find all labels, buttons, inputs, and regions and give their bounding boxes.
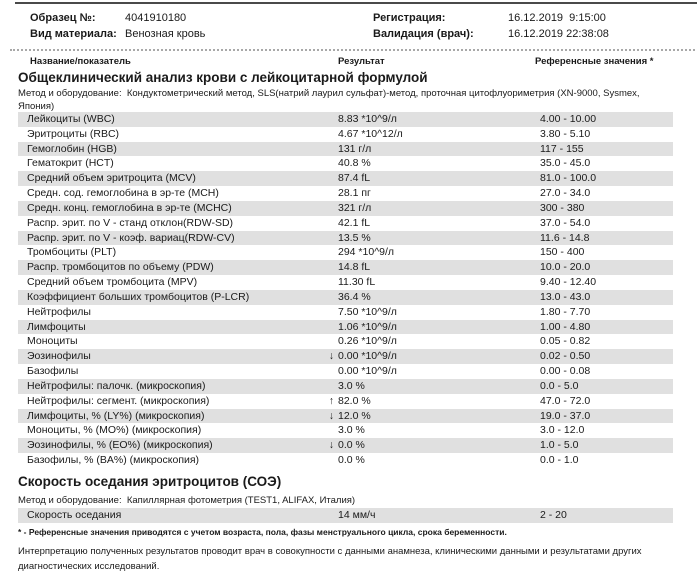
table-row: [18, 127, 673, 142]
parameter-name: Базофилы: [27, 365, 79, 378]
result-value: 321 г/л: [338, 201, 372, 214]
parameter-name: Гематокрит (HCT): [27, 157, 114, 170]
table-row: [18, 305, 673, 320]
validation-value: 16.12.2019 22:38:08: [508, 28, 609, 40]
reference-range: 13.0 - 43.0: [540, 290, 591, 303]
material-type-label: Вид материала:: [30, 28, 117, 40]
reference-range: 0.02 - 0.50: [540, 350, 591, 363]
result-value: 294 *10^9/л: [338, 246, 395, 259]
section-method-cbc: Метод и оборудование: Кондуктометрический метод, SLS(натрий лаурил сульфат)-метод, проточная цитофлуориметрия (XN-9000, Sysmex, Япония): [18, 88, 643, 112]
abnormal-flag-arrow: ↓: [328, 409, 334, 422]
top-divider: [15, 2, 697, 4]
parameter-name: Лимфоциты: [27, 320, 86, 333]
abnormal-flag-arrow: ↑: [328, 394, 334, 407]
result-value: 3.0 %: [338, 379, 365, 392]
reference-range: 9.40 - 12.40: [540, 276, 597, 289]
parameter-name: Распр. эрит. по V - коэф. вариац(RDW-CV): [27, 231, 235, 244]
parameter-name: Средний объем эритроцита (MCV): [27, 172, 196, 185]
table-row: [18, 142, 673, 157]
result-value: 4.67 *10^12/л: [338, 127, 403, 140]
result-value: 36.4 %: [338, 290, 371, 303]
result-value: 14.8 fL: [338, 261, 371, 274]
table-row: [18, 320, 673, 335]
table-row: [18, 156, 673, 171]
reference-range: 3.80 - 5.10: [540, 127, 591, 140]
esr-results-table: [18, 508, 673, 523]
registration-value: 16.12.2019 9:15:00: [508, 12, 606, 24]
result-value: 1.06 *10^9/л: [338, 320, 397, 333]
section-title-cbc: Общеклинический анализ крови с лейкоцитарной формулой: [18, 70, 428, 85]
table-row: [18, 201, 673, 216]
table-row: [18, 245, 673, 260]
table-row: [18, 508, 673, 523]
table-row: [18, 334, 673, 349]
result-value: 14 мм/ч: [338, 509, 376, 521]
table-row: [18, 231, 673, 246]
abnormal-flag-arrow: ↓: [328, 439, 334, 452]
parameter-name: Эозинофилы, % (EO%) (микроскопия): [27, 439, 213, 452]
reference-range: 0.0 - 1.0: [540, 454, 579, 467]
parameter-name: Средн. конц. гемоглобина в эр-те (MCHC): [27, 201, 232, 214]
table-row: [18, 186, 673, 201]
reference-range: 1.00 - 4.80: [540, 320, 591, 333]
column-header-reference: Референсные значения *: [535, 56, 654, 67]
result-value: 7.50 *10^9/л: [338, 305, 397, 318]
parameter-name: Тромбоциты (PLT): [27, 246, 117, 259]
dotted-divider: [10, 49, 695, 51]
parameter-name: Лимфоциты, % (LY%) (микроскопия): [27, 409, 205, 422]
table-row: [18, 409, 673, 424]
parameter-name: Средний объем тромбоцита (MPV): [27, 276, 198, 289]
result-value: 28.1 пг: [338, 187, 371, 200]
reference-range: 4.00 - 10.00: [540, 113, 597, 125]
reference-range: 37.0 - 54.0: [540, 216, 591, 229]
result-value: 0.00 *10^9/л: [338, 350, 397, 363]
sample-number-value: 4041910180: [125, 12, 187, 24]
result-value: 0.26 *10^9/л: [338, 335, 397, 348]
parameter-name: Коэффициент больших тромбоцитов (P-LCR): [27, 290, 250, 303]
column-header-name: Название/показатель: [30, 56, 131, 67]
parameter-name: Базофилы, % (BA%) (микроскопия): [27, 454, 200, 467]
table-row: [18, 379, 673, 394]
table-row: [18, 275, 673, 290]
parameter-name: Моноциты: [27, 335, 78, 348]
result-value: 0.0 %: [338, 439, 365, 452]
reference-range: 117 - 155: [540, 142, 584, 155]
parameter-name: Скорость оседания: [27, 509, 122, 521]
reference-range: 27.0 - 34.0: [540, 187, 591, 200]
table-row: [18, 349, 673, 364]
cbc-results-table: [18, 112, 673, 468]
reference-range: 47.0 - 72.0: [540, 394, 591, 407]
parameter-name: Лейкоциты (WBC): [27, 113, 115, 125]
parameter-name: Эритроциты (RBC): [27, 127, 120, 140]
reference-range: 150 - 400: [540, 246, 585, 259]
interpretation-note: Интерпретацию полученных результатов проводит врач в совокупности с данными анамнеза, клиническими данными и результатами других диагностических исследований.: [18, 546, 645, 572]
table-row: [18, 394, 673, 409]
reference-range: 81.0 - 100.0: [540, 172, 597, 185]
parameter-name: Нейтрофилы: палочк. (микроскопия): [27, 379, 206, 392]
reference-range: 0.05 - 0.82: [540, 335, 591, 348]
table-row: [18, 260, 673, 275]
validation-label: Валидация (врач):: [373, 28, 474, 40]
sample-number-label: Образец №:: [30, 12, 96, 24]
reference-range: 300 - 380: [540, 201, 585, 214]
result-value: 87.4 fL: [338, 172, 371, 185]
result-value: 12.0 %: [338, 409, 371, 422]
reference-range: 2 - 20: [540, 509, 567, 521]
result-value: 13.5 %: [338, 231, 371, 244]
material-type-value: Венозная кровь: [125, 28, 206, 40]
table-row: [18, 364, 673, 379]
result-value: 42.1 fL: [338, 216, 371, 229]
parameter-name: Эозинофилы: [27, 350, 91, 363]
result-value: 131 г/л: [338, 142, 372, 155]
parameter-name: Нейтрофилы: [27, 305, 91, 318]
parameter-name: Нейтрофилы: сегмент. (микроскопия): [27, 394, 210, 407]
column-header-result: Результат: [338, 56, 385, 67]
reference-range: 0.00 - 0.08: [540, 365, 591, 378]
registration-label: Регистрация:: [373, 12, 446, 24]
abnormal-flag-arrow: ↓: [328, 350, 334, 363]
section-method-esr: Метод и оборудование: Капиллярная фотометрия (TEST1, ALIFAX, Италия): [18, 495, 356, 506]
result-value: 40.8 %: [338, 157, 371, 170]
table-row: [18, 453, 673, 468]
table-row: [18, 216, 673, 231]
parameter-name: Распр. эрит. по V - станд отклон(RDW-SD): [27, 216, 234, 229]
parameter-name: Средн. сод. гемоглобина в эр-те (MCH): [27, 187, 219, 200]
reference-range: 1.80 - 7.70: [540, 305, 591, 318]
result-value: 3.0 %: [338, 424, 365, 437]
table-row: [18, 290, 673, 305]
reference-range: 11.6 - 14.8: [540, 231, 590, 244]
section-title-esr: Скорость оседания эритроцитов (СОЭ): [18, 474, 282, 489]
result-value: 0.00 *10^9/л: [338, 365, 397, 378]
reference-range: 35.0 - 45.0: [540, 157, 591, 170]
parameter-name: Моноциты, % (MO%) (микроскопия): [27, 424, 202, 437]
reference-values-footnote: * - Референсные значения приводятся с учетом возраста, пола, фазы менструального цикла, срока беременности.: [18, 527, 507, 537]
table-row: [18, 171, 673, 186]
reference-range: 0.0 - 5.0: [540, 379, 579, 392]
reference-range: 3.0 - 12.0: [540, 424, 585, 437]
result-value: 0.0 %: [338, 454, 365, 467]
result-value: 11.30 fL: [338, 276, 376, 289]
parameter-name: Распр. тромбоцитов по объему (PDW): [27, 261, 214, 274]
table-row: [18, 112, 673, 127]
reference-range: 10.0 - 20.0: [540, 261, 591, 274]
result-value: 8.83 *10^9/л: [338, 113, 397, 125]
result-value: 82.0 %: [338, 394, 371, 407]
reference-range: 1.0 - 5.0: [540, 439, 579, 452]
parameter-name: Гемоглобин (HGB): [27, 142, 117, 155]
reference-range: 19.0 - 37.0: [540, 409, 591, 422]
table-row: [18, 438, 673, 453]
table-row: [18, 423, 673, 438]
